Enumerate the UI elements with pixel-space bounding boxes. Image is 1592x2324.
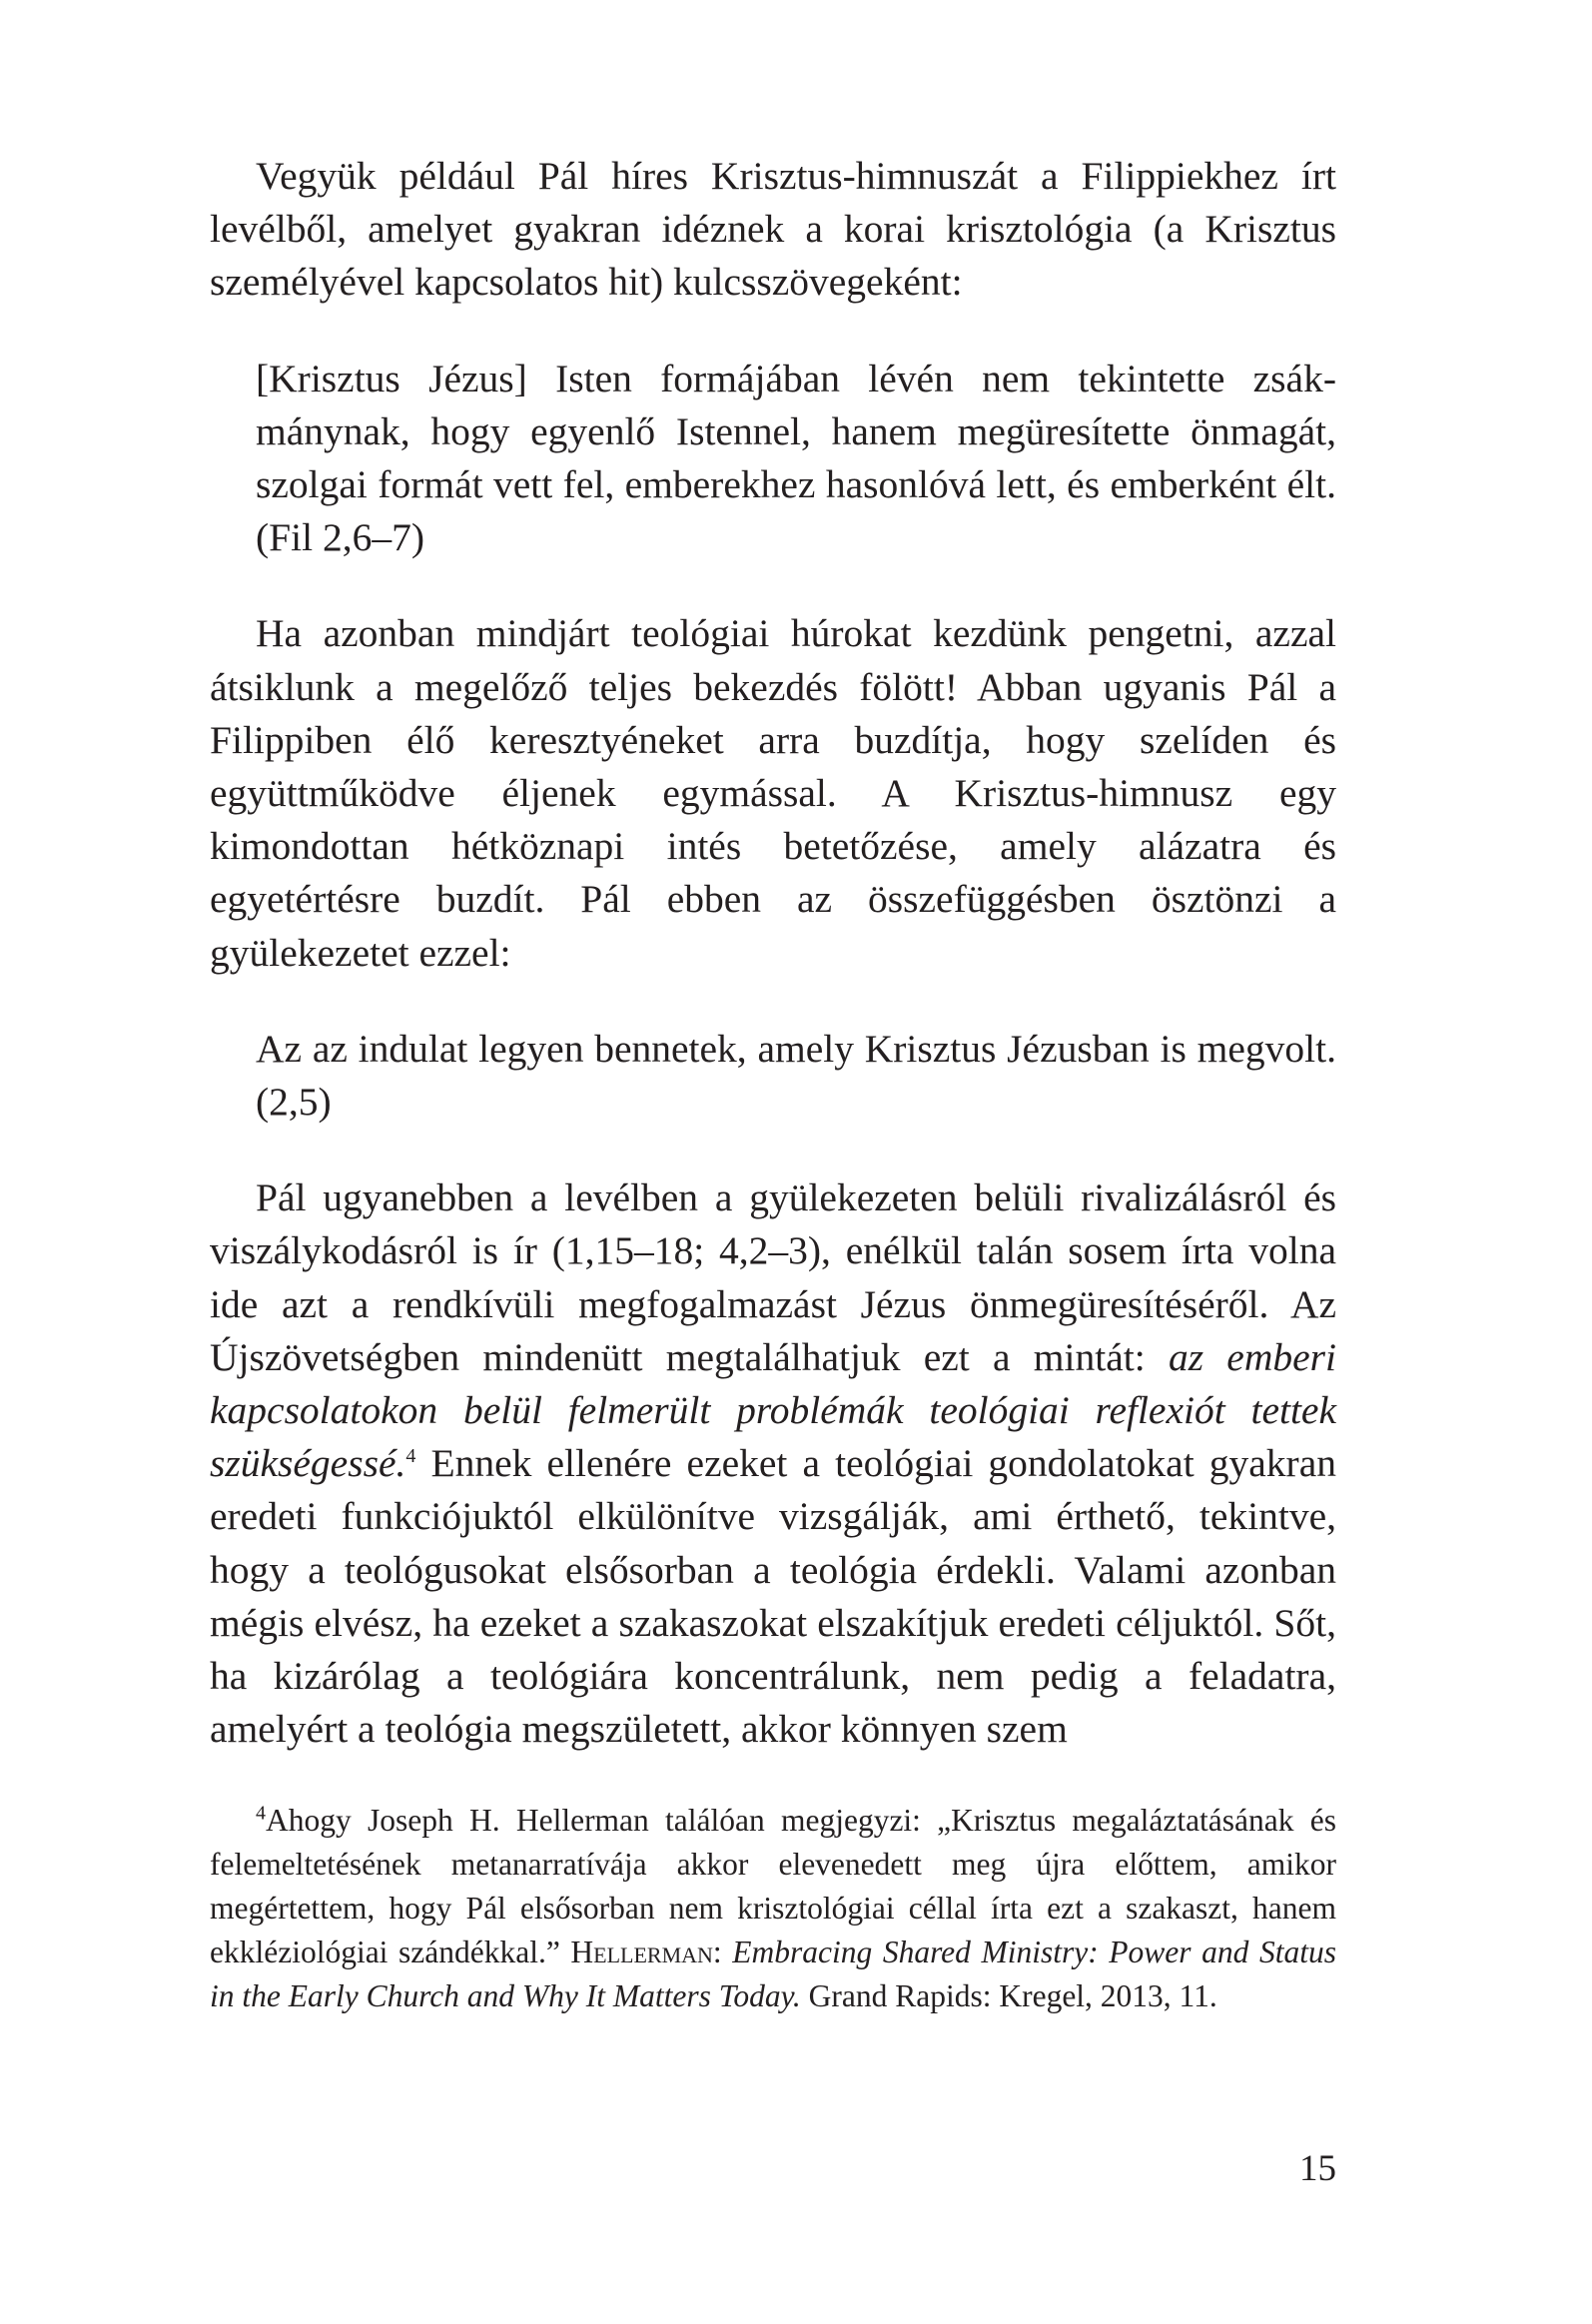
paragraph-3-text-after: Ennek ellenére ezeket a teológiai gondolatokat gyakran eredeti funkciójuktól elkülönítve vizsgálják, ami érthető, tekintve, hogy a teológusokat elsősorban a teológia érdekli. Valami azonban mégis elvész, ha ezeket a szakaszokat elszakítjuk eredeti céljuktól. Sőt, ha kizárólag a teológiára koncentrálunk, nem pedig a feladatra, amelyért a teológia megszületett, akkor könnyen szem <box>210 1441 1336 1752</box>
block-quote-phil-2-5: Az az indulat legyen bennetek, amely Krisztus Jézusban is megvolt. (2,5) <box>256 1026 1336 1125</box>
page-body <box>210 150 1336 2018</box>
footnote-area <box>210 1799 1336 2018</box>
footnote-text: Ahogy Joseph H. Hellerman találóan megjegyzi: „Krisztus megaláztatásának és felemeltetésének metanarratívája akkor elevenedett meg újra előttem, amikor megértettem, hogy Pál elsősorban nem krisztológiai céllal írta ezt a szakaszt, hanem ekkléziológiai szándékkal.” <box>210 1803 1336 1970</box>
paragraph-1: Vegyük például Pál híres Krisztus-himnuszát a Filippiekhez írt levélből, amelyet gyakran idéznek a korai krisztológia (a Krisztus személyével kapcsolatos hit) kulcsszövegeként: <box>210 154 1336 305</box>
footnote-colon: : <box>712 1935 733 1970</box>
footnote-publication: Grand Rapids: Kregel, 2013, 11. <box>800 1978 1217 2014</box>
page-number: 15 <box>1299 2148 1336 2189</box>
block-quote-phil-2-6-7: [Krisztus Jézus] Isten formájában lévén nem tekintette zsákmánynak, hogy egyenlő Istennel, hanem megüresítette önmagát, szolgai formát vett fel, emberekhez hasonlóvá lett, és emberként élt. (Fil 2,6–7) <box>256 356 1336 560</box>
paragraph-3-text-before: Pál ugyanebben a levélben a gyülekezeten belüli rivalizálásról és viszálykodásról is ír (1,15–18; 4,2–3), enélkül talán sosem írta volna ide azt a rendkívüli megfogalmazást Jézus önmegüresítéséről. Az Újszövetségben mindenütt megtalálhatjuk ezt a mintát: <box>210 1175 1336 1379</box>
footnote-reference-4[interactable]: 4 <box>405 1445 416 1468</box>
footnote-author: Hellerman <box>570 1935 713 1970</box>
footnote-book-title: Embracing Shared Ministry: Power and Status in the Early Church and Why It Matters Today. <box>210 1935 1336 2014</box>
paragraph-3 <box>210 1171 1336 1756</box>
paragraph-2: Ha azonban mindjárt teológiai húrokat kezdünk pengetni, azzal átsiklunk a megelőző teljes bekezdés fölött! Abban ugyanis Pál a Filippiben élő keresztyéneket arra buzdítja, hogy szelíden és együttműködve éljenek egymással. A Krisztus-himnusz egy kimondottan hétköznapi intés betetőzése, amely alázatra és egyetértésre buzdít. Pál ebben az összefüggésben ösztönzi a gyülekezetet ezzel: <box>210 611 1336 975</box>
paragraph-3-emphasis: az emberi kapcsolatokon belül felmerült problémák teológiai reflexiót tettek szükségessé. <box>210 1334 1336 1486</box>
footnote-number: 4 <box>256 1802 266 1825</box>
footnote-4 <box>210 1799 1336 2018</box>
